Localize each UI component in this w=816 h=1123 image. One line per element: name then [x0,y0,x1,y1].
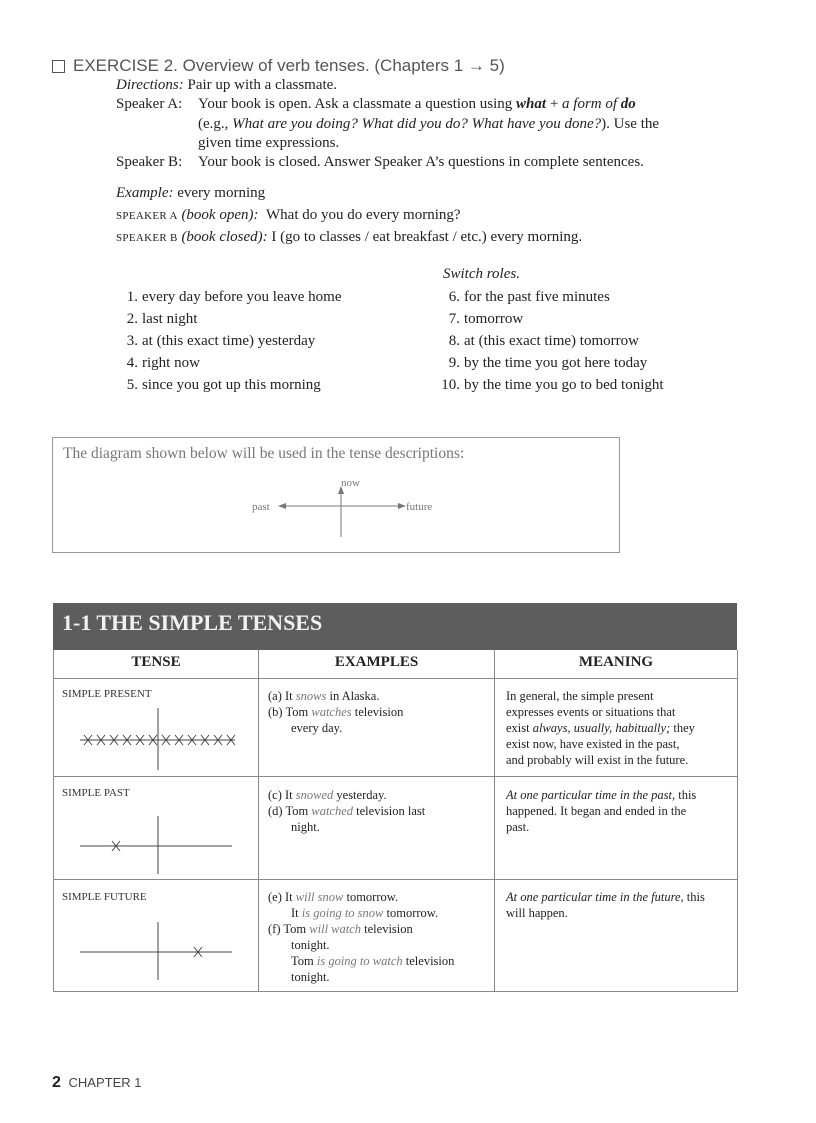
item-text: by the time you go to bed tonight [464,377,664,393]
directions-label: Directions: [116,77,184,93]
example-text: yesterday. [333,788,387,802]
speaker-a-line2 [198,116,659,133]
simple-present-timeline [80,708,240,772]
example-a-line [116,207,461,224]
tense-simple-future: SIMPLE FUTURE [62,891,147,903]
example-e2 [291,905,438,921]
item-number: 6. [448,289,460,305]
example-verb: watched [311,804,354,818]
simple-past-timeline [80,816,240,876]
meaning-italic: always, usually, habitually; [532,721,671,735]
table-col-divider-1 [258,650,259,992]
item-text: at (this exact time) yesterday [142,333,316,349]
example-verb: snows [295,689,327,703]
tense-simple-present: SIMPLE PRESENT [62,688,152,700]
meaning-line [506,787,696,803]
list-item [116,377,321,394]
list-item [438,355,647,372]
example-text: It [285,689,296,703]
table-title: 1-1 THE SIMPLE TENSES [62,610,323,635]
meaning-text: this [675,788,697,802]
meaning-italic: At one particular time in the past, [506,788,676,802]
item-number: 3. [126,333,138,349]
example-b-cont: every day. [291,721,343,735]
diagram-title: The diagram shown below will be used in the tense descriptions: [63,445,465,462]
item-number: 8. [448,333,460,349]
example-verb: watches [311,705,352,719]
example-b-line [116,229,582,246]
speaker-a-text1: Your book is open. Ask a classmate a question using [198,96,517,112]
directions-text: Pair up with a classmate. [183,77,338,93]
item-text: since you got up this morning [142,377,321,393]
example-verb: will watch [309,922,362,936]
example-verb: is going to watch [316,954,403,968]
speaker-b-text: Your book is closed. Answer Speaker A’s questions in complete sentences. [198,154,644,170]
speaker-a-line1 [198,96,636,113]
col-header-examples: EXAMPLES [334,654,419,670]
example-text: tomorrow. [383,906,439,920]
speaker-a-form: a form of [562,96,618,112]
example-label: (c) [268,788,282,802]
example-text: It [291,906,302,920]
example-line [116,185,265,202]
item-text: at (this exact time) tomorrow [464,333,639,349]
meaning-line: expresses events or situations that [506,705,676,719]
example-f-cont: tonight. [291,938,330,952]
meaning-line: In general, the simple present [506,689,654,703]
list-item [438,333,639,350]
table-row-divider-2 [53,879,738,880]
meaning-italic: At one particular time in the future, [506,890,684,904]
example-a-note: (book open): [181,207,259,223]
example-text: Tom [285,705,312,719]
speaker-a-eg-examples: What are you doing? What did you do? What have you done? [232,116,602,132]
example-verb: is going to snow [301,906,384,920]
example-c [268,787,387,803]
example-text: in Alaska. [326,689,380,703]
exercise-title [52,56,505,76]
table-border-left [53,650,54,992]
example-text: television [351,705,404,719]
timeline-diagram [240,472,460,542]
item-number: 7. [448,311,460,327]
item-text: last night [142,311,198,327]
example-text: Tom [291,954,317,968]
example-f [268,921,413,937]
example-text: television last [353,804,426,818]
arrow-left-icon [278,503,286,509]
table-border-right [737,650,738,992]
example-a [268,688,379,704]
item-number: 2. [126,311,138,327]
example-verb: will snow [295,890,344,904]
example-d [268,803,425,819]
speaker-a-what: what [516,96,547,112]
item-number: 5. [126,377,138,393]
col-header-tense: TENSE [131,654,181,670]
simple-future-timeline [80,922,240,982]
example-text: every morning [173,185,266,201]
speaker-a-plus: + [546,96,563,112]
list-item [438,289,610,306]
example-label: (a) [268,689,282,703]
item-text: right now [142,355,200,371]
example-f2-cont: tonight. [291,970,330,984]
example-a-text: What do you do every morning? [266,207,461,223]
col-header-meaning: MEANING [578,654,654,670]
example-text: It [285,890,296,904]
example-text: tomorrow. [343,890,399,904]
example-b-label: SPEAKER B [116,232,178,244]
meaning-text: exist [506,721,533,735]
example-f2 [291,953,454,969]
example-label: (b) [268,705,283,719]
checkbox-icon[interactable] [52,60,65,73]
table-row-divider-1 [53,776,738,777]
page-number: 2 [52,1074,61,1091]
speaker-a-label: Speaker A: [116,96,183,112]
chapter-label: CHAPTER 1 [68,1075,142,1090]
example-text: Tom [285,804,312,818]
item-number: 1. [126,289,138,305]
list-item [116,311,197,328]
table-header-divider [53,678,738,679]
table-col-divider-2 [494,650,495,992]
meaning-line: happened. It began and ended in the [506,804,687,818]
item-number: 10. [441,377,460,393]
directions-line [116,77,337,94]
list-item [438,377,664,394]
example-label: (f) [268,922,281,936]
example-label: (d) [268,804,283,818]
speaker-a-eg-close: ). Use the [601,116,660,132]
meaning-text: this [683,890,705,904]
list-item [116,355,200,372]
speaker-b-label: Speaker B: [116,154,183,170]
item-number: 9. [448,355,460,371]
meaning-text: they [670,721,695,735]
meaning-line: exist now, have existed in the past, [506,737,680,751]
example-e [268,889,398,905]
meaning-line [506,889,705,905]
example-label: Example: [116,185,174,201]
item-text: by the time you got here today [464,355,648,371]
list-item [116,333,315,350]
future-label: future [406,501,433,513]
item-text: every day before you leave home [142,289,342,305]
tense-simple-past: SIMPLE PAST [62,787,130,799]
speaker-a-line3: given time expressions. [198,135,340,151]
exercise-title-text: EXERCISE 2. Overview of verb tenses. (Chapters 1 → 5) [73,56,505,75]
switch-roles [443,266,520,283]
example-text: television [361,922,413,936]
example-b-note: (book closed): [181,229,268,245]
item-text: for the past five minutes [464,289,610,305]
item-text: tomorrow [464,311,524,327]
example-verb: snowed [295,788,334,802]
page-footer [52,1074,142,1092]
example-label: (e) [268,890,282,904]
list-item [116,289,342,306]
speaker-a-do: do [620,96,636,112]
speaker-a-eg-open: (e.g., [198,116,233,132]
meaning-line [506,720,695,736]
past-label: past [252,501,270,513]
table-border-bottom [53,991,738,992]
example-text: It [285,788,296,802]
example-text: Tom [283,922,310,936]
example-b-text: I (go to classes / eat breakfast / etc.) every morning. [271,229,583,245]
example-a-label: SPEAKER A [116,210,178,222]
now-label: now [341,477,360,489]
switch-roles-text: Switch roles. [443,266,520,282]
example-text: television [402,954,455,968]
example-b [268,704,403,720]
example-d-cont: night. [291,820,320,834]
item-number: 4. [126,355,138,371]
meaning-line: past. [506,820,530,834]
arrow-right-icon [398,503,406,509]
list-item [438,311,523,328]
meaning-line: and probably will exist in the future. [506,753,689,767]
meaning-line: will happen. [506,906,568,920]
